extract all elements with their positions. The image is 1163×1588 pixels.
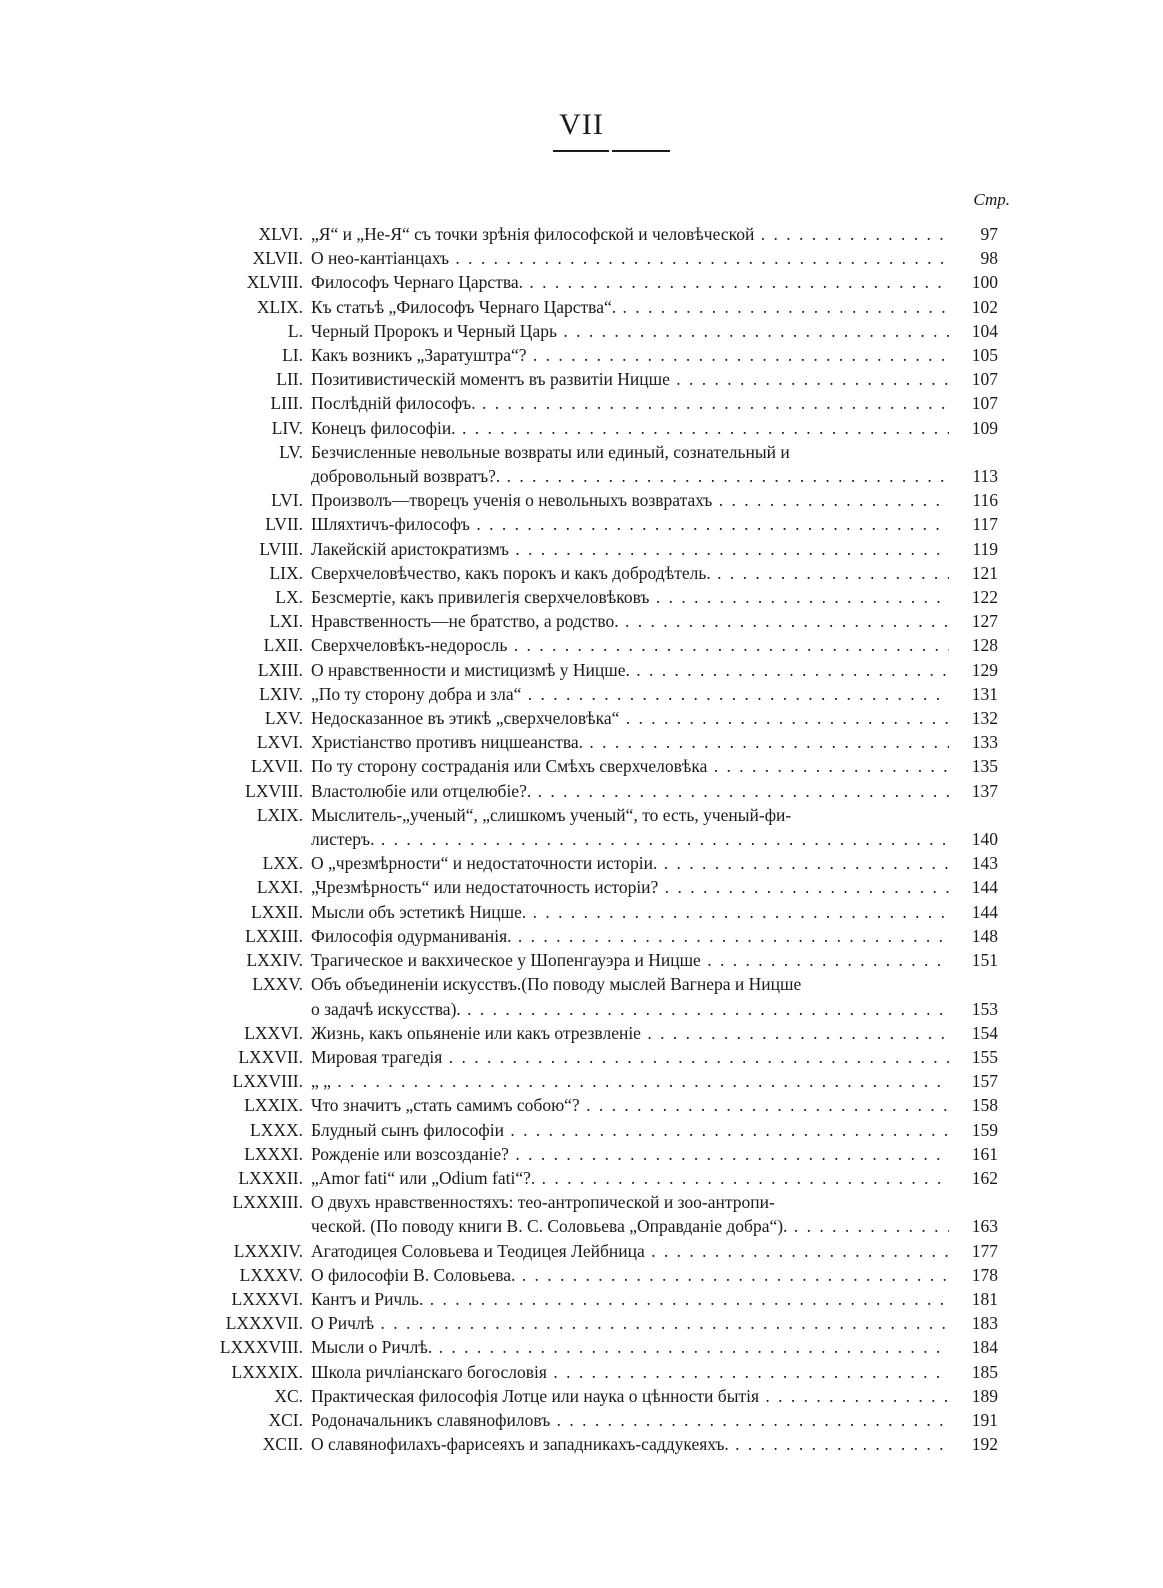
toc-entry-title xyxy=(311,948,949,972)
toc-entry-title-line: Лакейскій аристократизмъ . . . xyxy=(311,537,949,561)
toc-entry xyxy=(0,1142,1163,1166)
toc-entry-title xyxy=(311,222,949,246)
toc-entry-page: 104 xyxy=(971,320,998,341)
toc-entry-title-line: Мысли о Ричлѣ. . . . xyxy=(311,1335,949,1359)
toc-entry-page: 107 xyxy=(971,369,998,390)
toc-entry xyxy=(0,1408,1163,1432)
toc-entry-title-line: Произволъ—творецъ ученія о невольныхъ возвратахъ . . . xyxy=(311,488,949,512)
toc-entry-number: LXXXV. xyxy=(239,1264,303,1285)
toc-entry-title-line: О нео-кантіанцахъ . . . xyxy=(311,246,949,270)
toc-entry-page: 107 xyxy=(971,393,998,414)
toc-entry-title-line: Послѣдній философъ. . . . xyxy=(311,391,949,415)
toc-entry xyxy=(0,1166,1163,1190)
toc-entry-page: 133 xyxy=(971,732,998,753)
toc-entry-title xyxy=(311,488,949,512)
toc-entry-number: LIX. xyxy=(269,562,303,583)
toc-entry xyxy=(0,1239,1163,1263)
toc-entry-title xyxy=(311,1335,949,1359)
toc-entry-number: LX. xyxy=(275,587,303,608)
toc-entry xyxy=(0,1432,1163,1456)
toc-entry xyxy=(0,682,1163,706)
toc-entry-title xyxy=(311,851,949,875)
toc-entry-title-line: Какъ возникъ „Заратуштра“? . . . xyxy=(311,343,949,367)
toc-entry-page: 135 xyxy=(971,756,998,777)
toc-entry-page: 151 xyxy=(971,950,998,971)
toc-entry-page: 189 xyxy=(971,1385,998,1406)
toc-entry xyxy=(0,851,1163,875)
toc-entry-title-line: Нравственность—не братство, а родство. . . . xyxy=(311,609,949,633)
toc-entry-title xyxy=(311,730,949,754)
toc-entry-page: 144 xyxy=(971,877,998,898)
toc-entry-number: LXXII. xyxy=(251,901,303,922)
toc-entry-page: 105 xyxy=(971,345,998,366)
toc-entry xyxy=(0,948,1163,972)
toc-entry-title xyxy=(311,682,949,706)
toc-entry-title xyxy=(311,295,949,319)
toc-entry xyxy=(0,1118,1163,1142)
toc-entry-number: XLVIII. xyxy=(246,272,303,293)
toc-entry-page: 184 xyxy=(971,1337,998,1358)
toc-entry-page: 192 xyxy=(971,1434,998,1455)
toc-entry-title-line: о задачѣ искусства). . . . xyxy=(311,997,949,1021)
toc-entry-number: LXXIV. xyxy=(246,950,303,971)
toc-entry-number: LVI. xyxy=(271,490,303,511)
toc-entry-page: 161 xyxy=(971,1143,998,1164)
toc-entry-title xyxy=(311,1239,949,1263)
toc-entry-number: LXV. xyxy=(264,708,303,729)
toc-entry-title xyxy=(311,609,949,633)
toc-entry xyxy=(0,246,1163,270)
toc-entry-title-line: О двухъ нравственностяхъ: тео-антропической и зоо-антропи- xyxy=(311,1192,775,1213)
toc-entry xyxy=(0,924,1163,948)
toc-entry-title xyxy=(311,658,949,682)
toc-entry xyxy=(0,585,1163,609)
toc-entry-number: LXXV. xyxy=(252,974,303,995)
toc-entry-title-line: Философъ Чернаго Царства. . . . xyxy=(311,270,949,294)
toc-entry-number: LXVI. xyxy=(256,732,303,753)
toc-entry-number: LI. xyxy=(282,345,303,366)
toc-entry-title-line: Жизнь, какъ опьяненіе или какъ отрезвленіе . . . xyxy=(311,1021,949,1045)
toc-entry-page: 185 xyxy=(971,1361,998,1382)
toc-entry-page: 158 xyxy=(971,1095,998,1116)
toc-entry-title xyxy=(311,1166,949,1190)
toc-entry-title xyxy=(311,416,949,440)
toc-entry-page: 153 xyxy=(971,998,998,1019)
toc-entry xyxy=(0,319,1163,343)
toc-entry xyxy=(0,343,1163,367)
toc-entry-number: LXXXVII. xyxy=(225,1313,303,1334)
toc-entry-title xyxy=(311,1263,949,1287)
toc-entry-number: LIV. xyxy=(271,417,303,438)
toc-entry-title-line: О „чрезмѣрности“ и недостаточности исторіи. . . . xyxy=(311,851,949,875)
toc-entry-title-line: Кантъ и Ричль. . . . xyxy=(311,1287,949,1311)
toc-entry-title-line: „Чрезмѣрность“ или недостаточность исторіи? . . . xyxy=(311,875,949,899)
toc-entry xyxy=(0,295,1163,319)
toc-entry-title xyxy=(311,1384,949,1408)
toc-entry-title-line: ческой. (По поводу книги В. С. Соловьева „Оправданіе добра“). . . . xyxy=(311,1214,949,1238)
toc-entry-number: LVII. xyxy=(265,514,303,535)
toc-entry-title xyxy=(311,779,949,803)
toc-entry-title xyxy=(311,367,949,391)
toc-entry xyxy=(0,609,1163,633)
toc-entry-page: 98 xyxy=(980,248,998,269)
toc-entry-page: 116 xyxy=(972,490,998,511)
toc-entry-title-line: Властолюбіе или отцелюбіе?. . . . xyxy=(311,779,949,803)
toc-entry xyxy=(0,875,1163,899)
toc-entry-number: LXVIII. xyxy=(245,780,303,801)
toc-entry-number: XC. xyxy=(274,1385,303,1406)
toc-entry-title xyxy=(311,803,949,851)
header-rule-right xyxy=(612,150,670,152)
toc-entry-title xyxy=(311,633,949,657)
toc-entry xyxy=(0,512,1163,536)
toc-entry-number: XLIX. xyxy=(256,296,303,317)
toc-entry-number: LXIX. xyxy=(256,804,303,825)
toc-entry-page: 143 xyxy=(971,853,998,874)
toc-entry-number: LXXXIX. xyxy=(231,1361,303,1382)
toc-entry-number: LIII. xyxy=(270,393,303,414)
toc-entry-title xyxy=(311,1093,949,1117)
toc-entry-page: 144 xyxy=(971,901,998,922)
toc-entry-page: 155 xyxy=(971,1046,998,1067)
toc-entry-title-line: Мыслитель-„ученый“, „слишкомъ ученый“, то есть, ученый-фи- xyxy=(311,804,792,825)
toc-entry-page: 97 xyxy=(980,224,998,244)
toc-entry-title-line: Мысли объ эстетикѣ Ницше. . . . xyxy=(311,900,949,924)
toc-entry-title xyxy=(311,1118,949,1142)
toc-entry-title xyxy=(311,1142,949,1166)
toc-entry xyxy=(0,488,1163,512)
toc-entry-title xyxy=(311,1408,949,1432)
toc-entry-title xyxy=(311,1360,949,1384)
toc-entry-number: LXXXIV. xyxy=(233,1240,303,1261)
toc-entry-title-line: Конецъ философіи. . . . xyxy=(311,416,949,440)
toc-entry-title-line: листеръ. . . . xyxy=(311,827,949,851)
toc-entry-number: LXXVII. xyxy=(238,1046,303,1067)
toc-entry xyxy=(0,1263,1163,1287)
toc-entry-page: 122 xyxy=(971,587,998,608)
toc-entry-title-line: Школа ричліанскаго богословія . . . xyxy=(311,1360,949,1384)
toc-entry-title xyxy=(311,1021,949,1045)
toc-entry-page: 102 xyxy=(971,296,998,317)
toc-entry-title xyxy=(311,537,949,561)
toc-entry xyxy=(0,367,1163,391)
toc-entry-title-line: Родоначальникъ славянофиловъ . . . xyxy=(311,1408,949,1432)
toc-entry-title xyxy=(311,754,949,778)
toc-entry-page: 157 xyxy=(971,1071,998,1092)
toc-entry xyxy=(0,1360,1163,1384)
toc-entry-number: L. xyxy=(287,320,303,341)
toc-entry-page: 177 xyxy=(971,1240,998,1261)
toc-entry-title xyxy=(311,1432,949,1456)
toc-entry xyxy=(0,1287,1163,1311)
toc-entry-number: LXXVI. xyxy=(244,1022,303,1043)
toc-entry-title xyxy=(311,1190,949,1238)
toc-entry-page: 181 xyxy=(971,1288,998,1309)
toc-entry-number: LXXX. xyxy=(250,1119,303,1140)
toc-entry-title xyxy=(311,561,949,585)
toc-entry xyxy=(0,561,1163,585)
toc-entry-page: 162 xyxy=(971,1167,998,1188)
toc-entry xyxy=(0,1021,1163,1045)
toc-entry-number: XCII. xyxy=(262,1434,303,1455)
toc-entry-page: 129 xyxy=(971,659,998,680)
toc-entry-number: XCI. xyxy=(268,1409,303,1430)
toc-entry-page: 183 xyxy=(971,1313,998,1334)
toc-entry-page: 113 xyxy=(972,466,998,487)
toc-entry xyxy=(0,270,1163,294)
toc-entry-title xyxy=(311,1069,949,1093)
toc-entry-page: 131 xyxy=(971,683,998,704)
toc-entry-number: LV. xyxy=(279,441,303,462)
toc-entry-number: LXXXI. xyxy=(244,1143,303,1164)
toc-entry-title-line: Безсмертіе, какъ привилегія сверхчеловѣковъ . . . xyxy=(311,585,949,609)
toc-entry xyxy=(0,972,1163,1020)
toc-entry-title-line: Недосказанное въ этикѣ „сверхчеловѣка“ . . . xyxy=(311,706,949,730)
toc-entry-title xyxy=(311,1287,949,1311)
toc-entry-number: LXIV. xyxy=(259,683,303,704)
toc-entry-number: LXXIX. xyxy=(244,1095,303,1116)
toc-entry xyxy=(0,803,1163,851)
toc-entry xyxy=(0,730,1163,754)
header-rule-left xyxy=(553,150,609,152)
toc-entry-title-line: Трагическое и вакхическое у Шопенгауэра и Ницше . . . xyxy=(311,948,949,972)
toc-entry xyxy=(0,633,1163,657)
toc-entry-number: LXXIII. xyxy=(245,925,303,946)
toc-entry-title-line: О славянофилахъ-фарисеяхъ и западникахъ-саддукеяхъ. . . . xyxy=(311,1432,949,1456)
toc-entry-page: 178 xyxy=(971,1264,998,1285)
toc-entry xyxy=(0,1069,1163,1093)
toc-entry xyxy=(0,706,1163,730)
toc-entry-title xyxy=(311,1311,949,1335)
toc-entry-title xyxy=(311,924,949,948)
toc-entry-number: LII. xyxy=(276,369,303,390)
toc-entry-title-line: Христіанство противъ ницшеанства. . . . xyxy=(311,730,949,754)
toc-entry xyxy=(0,754,1163,778)
toc-entry-number: LXVII. xyxy=(251,756,303,777)
toc-entry-title-line: Шляхтичъ-философъ . . . xyxy=(311,512,949,536)
toc-entry-page: 121 xyxy=(971,562,998,583)
toc-entry-title xyxy=(311,1045,949,1069)
toc-entry-title-line: По ту сторону состраданія или Смѣхъ сверхчеловѣка . . . xyxy=(311,754,949,778)
toc-entry-title-line: Практическая философія Лотце или наука о цѣнности бытія . . . xyxy=(311,1384,949,1408)
toc-entry-title xyxy=(311,585,949,609)
toc-entry-number: LXII. xyxy=(263,635,303,656)
toc-entry-page: 191 xyxy=(971,1409,998,1430)
toc-entry-number: LXXVIII. xyxy=(232,1071,303,1092)
toc-entry-title-line: „Amor fati“ или „Odium fati“?. . . . xyxy=(311,1166,949,1190)
toc-entry-title-line: Позитивистическій моментъ въ развитіи Ницше . . . xyxy=(311,367,949,391)
toc-entry-page: 117 xyxy=(972,514,998,535)
toc-entry-title-line: Черный Пророкъ и Черный Царь . . . xyxy=(311,319,949,343)
toc-entry-title-line: „По ту сторону добра и зла“ . . . xyxy=(311,682,949,706)
toc-entry-title xyxy=(311,440,949,488)
toc-entry xyxy=(0,440,1163,488)
toc-entry-number: LVIII. xyxy=(259,538,303,559)
toc-entry-title xyxy=(311,900,949,924)
toc-entry xyxy=(0,658,1163,682)
toc-entry-title-line: Сверхчеловѣчество, какъ порокъ и какъ добродѣтель. . . . xyxy=(311,561,949,585)
toc-entry-title-line: Агатодицея Соловьева и Теодицея Лейбница . . . xyxy=(311,1239,949,1263)
table-of-contents xyxy=(0,222,1163,1456)
toc-entry xyxy=(0,1093,1163,1117)
toc-entry-title xyxy=(311,270,949,294)
toc-entry xyxy=(0,779,1163,803)
toc-entry-title-line: Философія одурманиванія. . . . xyxy=(311,924,949,948)
toc-entry-title xyxy=(311,875,949,899)
toc-entry-number: LXXI. xyxy=(256,877,303,898)
toc-entry-title-line: О нравственности и мистицизмѣ у Ницше. . . . xyxy=(311,658,949,682)
toc-entry-number: LXI. xyxy=(269,611,303,632)
toc-entry-title-line: О Ричлѣ . . . xyxy=(311,1311,949,1335)
toc-entry-title-line: Сверхчеловѣкъ-недоросль . . . xyxy=(311,633,949,657)
toc-entry-title xyxy=(311,246,949,270)
toc-entry xyxy=(0,1335,1163,1359)
toc-entry-page: 159 xyxy=(971,1119,998,1140)
toc-entry xyxy=(0,391,1163,415)
toc-entry xyxy=(0,1384,1163,1408)
toc-entry-title xyxy=(311,972,949,1020)
toc-entry-title xyxy=(311,343,949,367)
toc-entry-page: 140 xyxy=(971,829,998,850)
toc-entry-title-line: Что значитъ „стать самимъ собою“? . . . xyxy=(311,1093,949,1117)
toc-entry-number: LXXXII. xyxy=(238,1167,303,1188)
toc-entry-number: XLVII. xyxy=(252,248,303,269)
toc-entry-title-line: Блудный сынъ философіи . . . xyxy=(311,1118,949,1142)
toc-entry-number: LXXXIII. xyxy=(232,1192,303,1213)
toc-entry-title-line: Мировая трагедія . . . xyxy=(311,1045,949,1069)
toc-entry-title xyxy=(311,512,949,536)
toc-entry-page: 109 xyxy=(971,417,998,438)
page-column-header: Стр. xyxy=(973,190,1010,209)
toc-entry-title-line: добровольный возвратъ?. . . . xyxy=(311,464,949,488)
toc-entry-title xyxy=(311,391,949,415)
toc-entry-number: LXIII. xyxy=(257,659,303,680)
toc-entry-page: 119 xyxy=(972,538,998,559)
toc-entry-page: 128 xyxy=(971,635,998,656)
toc-entry-page: 154 xyxy=(971,1022,998,1043)
toc-entry-title-line: О философіи В. Соловьева. . . . xyxy=(311,1263,949,1287)
toc-entry xyxy=(0,416,1163,440)
toc-entry-page: 100 xyxy=(971,272,998,293)
toc-entry xyxy=(0,1311,1163,1335)
toc-entry-title-line: Къ статьѣ „Философъ Чернаго Царства“. . . . xyxy=(311,295,949,319)
toc-entry xyxy=(0,537,1163,561)
page-number: VII xyxy=(559,108,604,141)
toc-entry-title-line: Безчисленные невольные возвраты или единый, сознательный и xyxy=(311,441,790,462)
toc-entry-number: LXX. xyxy=(262,853,303,874)
toc-entry-page: 148 xyxy=(971,925,998,946)
toc-entry xyxy=(0,222,1163,246)
toc-entry-title-line: Объ объединеніи искусствъ.(По поводу мыслей Вагнера и Ницше xyxy=(311,974,802,995)
toc-entry xyxy=(0,1045,1163,1069)
toc-entry-page: 163 xyxy=(971,1216,998,1237)
toc-entry xyxy=(0,1190,1163,1238)
toc-entry-number: LXXXVIII. xyxy=(219,1337,303,1358)
toc-entry-page: 127 xyxy=(971,611,998,632)
toc-entry xyxy=(0,900,1163,924)
toc-entry-title xyxy=(311,706,949,730)
toc-entry-page: 132 xyxy=(971,708,998,729)
toc-entry-number: LXXXVI. xyxy=(231,1288,303,1309)
toc-entry-page: 137 xyxy=(971,780,998,801)
toc-entry-title-line: „Я“ и „Не-Я“ съ точки зрѣнія философской и человѣческой . . . xyxy=(311,222,949,246)
toc-entry-number: XLVI. xyxy=(258,224,303,244)
toc-entry-title-line: Рожденіе или возсозданіе? . . . xyxy=(311,1142,949,1166)
toc-entry-title xyxy=(311,319,949,343)
toc-entry-title-line: „ „ . . . xyxy=(311,1069,949,1093)
